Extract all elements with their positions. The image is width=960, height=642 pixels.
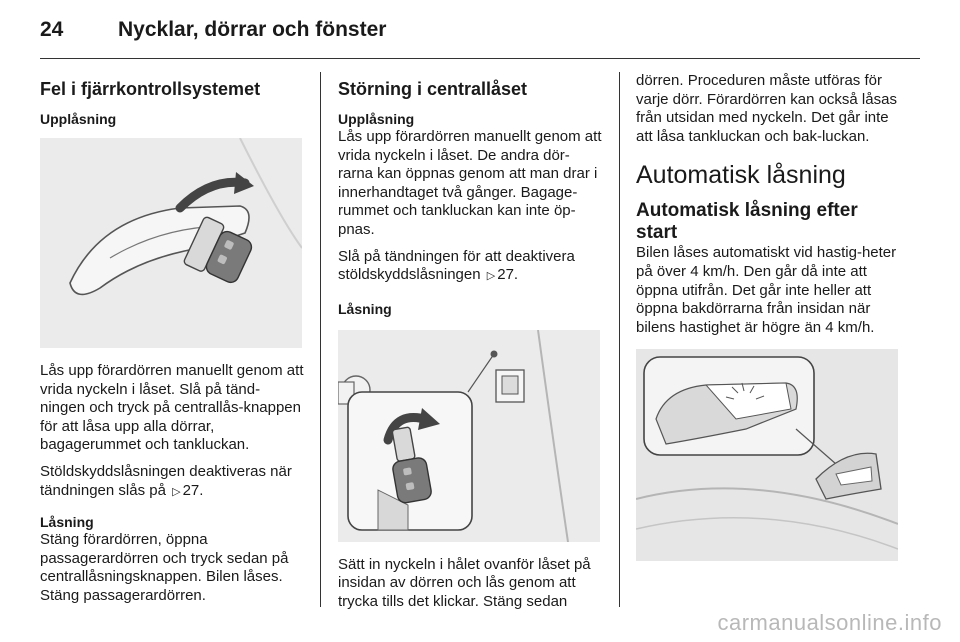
paragraph: Stäng förardörren, öppna passagerardörren och tryck sedan på centrallåsningsknappen. Bilen låses. Stäng passagerardörren.	[40, 531, 289, 604]
paragraph-text: Stöldskyddslåsningen deaktiveras när tändningen slås på	[40, 462, 292, 499]
column-2	[338, 72, 602, 620]
page-header	[40, 18, 920, 58]
paragraph: Lås upp förardörren manuellt genom att vrida nyckeln i låset. Slå på tänd-ningen och tryck på centrallås-knappen för att låsa upp alla dörrar, bagagerummet och tankluckan.	[40, 362, 304, 454]
door-lock-button-illustration	[636, 349, 898, 561]
paragraph	[338, 248, 602, 286]
paragraph: Sätt in nyckeln i hålet ovanför låset på insidan av dörren och lås genom att trycka tills det klickar. Stäng sedan	[338, 555, 591, 610]
column-3	[636, 72, 904, 561]
key-door-lock-illustration	[338, 330, 600, 542]
chapter-title: Nycklar, dörrar och fönster	[118, 18, 387, 41]
watermark: carmanualsonline.info	[717, 610, 942, 635]
key-door-handle-illustration	[40, 138, 302, 348]
figure-key-door-handle	[40, 138, 302, 348]
paragraph	[40, 463, 305, 501]
subheading-lock: Låsning	[40, 514, 94, 531]
column-divider	[619, 72, 620, 607]
page-reference[interactable]: ▷ 27.	[170, 482, 203, 499]
section-heading: Automatisk låsning	[636, 161, 846, 190]
subheading-unlock: Upplåsning	[40, 111, 117, 127]
section-heading: Störning i centrallåset	[338, 79, 528, 99]
paragraph: Lås upp förardörren manuellt genom att vrida nyckeln i låset. De andra dör-rarna kan öppnas genom att man drar i innerhandtaget två gånger. Bagage-rummet och tankluckan kan inte öp-pnas.	[338, 128, 602, 238]
column-1	[40, 72, 305, 614]
subheading-lock: Låsning	[338, 300, 392, 317]
page-number: 24	[40, 18, 64, 41]
subheading-unlock: Upplåsning	[338, 111, 415, 127]
header-rule	[40, 58, 920, 59]
figure-key-door-lock	[338, 330, 600, 542]
page-reference[interactable]: ▷ 27.	[485, 266, 518, 283]
figure-door-lock-button	[636, 349, 898, 561]
paragraph-text: Slå på tändningen för att deaktivera stöldskyddslåsningen	[338, 247, 575, 284]
column-divider	[320, 72, 321, 607]
paragraph: dörren. Proceduren måste utföras för varje dörr. Förardörren kan också låsas från utsidan med nyckeln. Det går inte att låsa tankluckan och bak-luckan.	[636, 72, 897, 145]
paragraph: Bilen låses automatiskt vid hastig-heter på över 4 km/h. Den går då inte att öppna utifrån. Det går inte heller att öppna bakdörrarna från insidan när bilens hastighet är högre än 4 km/h.	[636, 244, 897, 336]
subsection-heading: Automatisk låsning efter start	[636, 200, 858, 244]
section-heading: Fel i fjärrkontrollsystemet	[40, 79, 261, 99]
